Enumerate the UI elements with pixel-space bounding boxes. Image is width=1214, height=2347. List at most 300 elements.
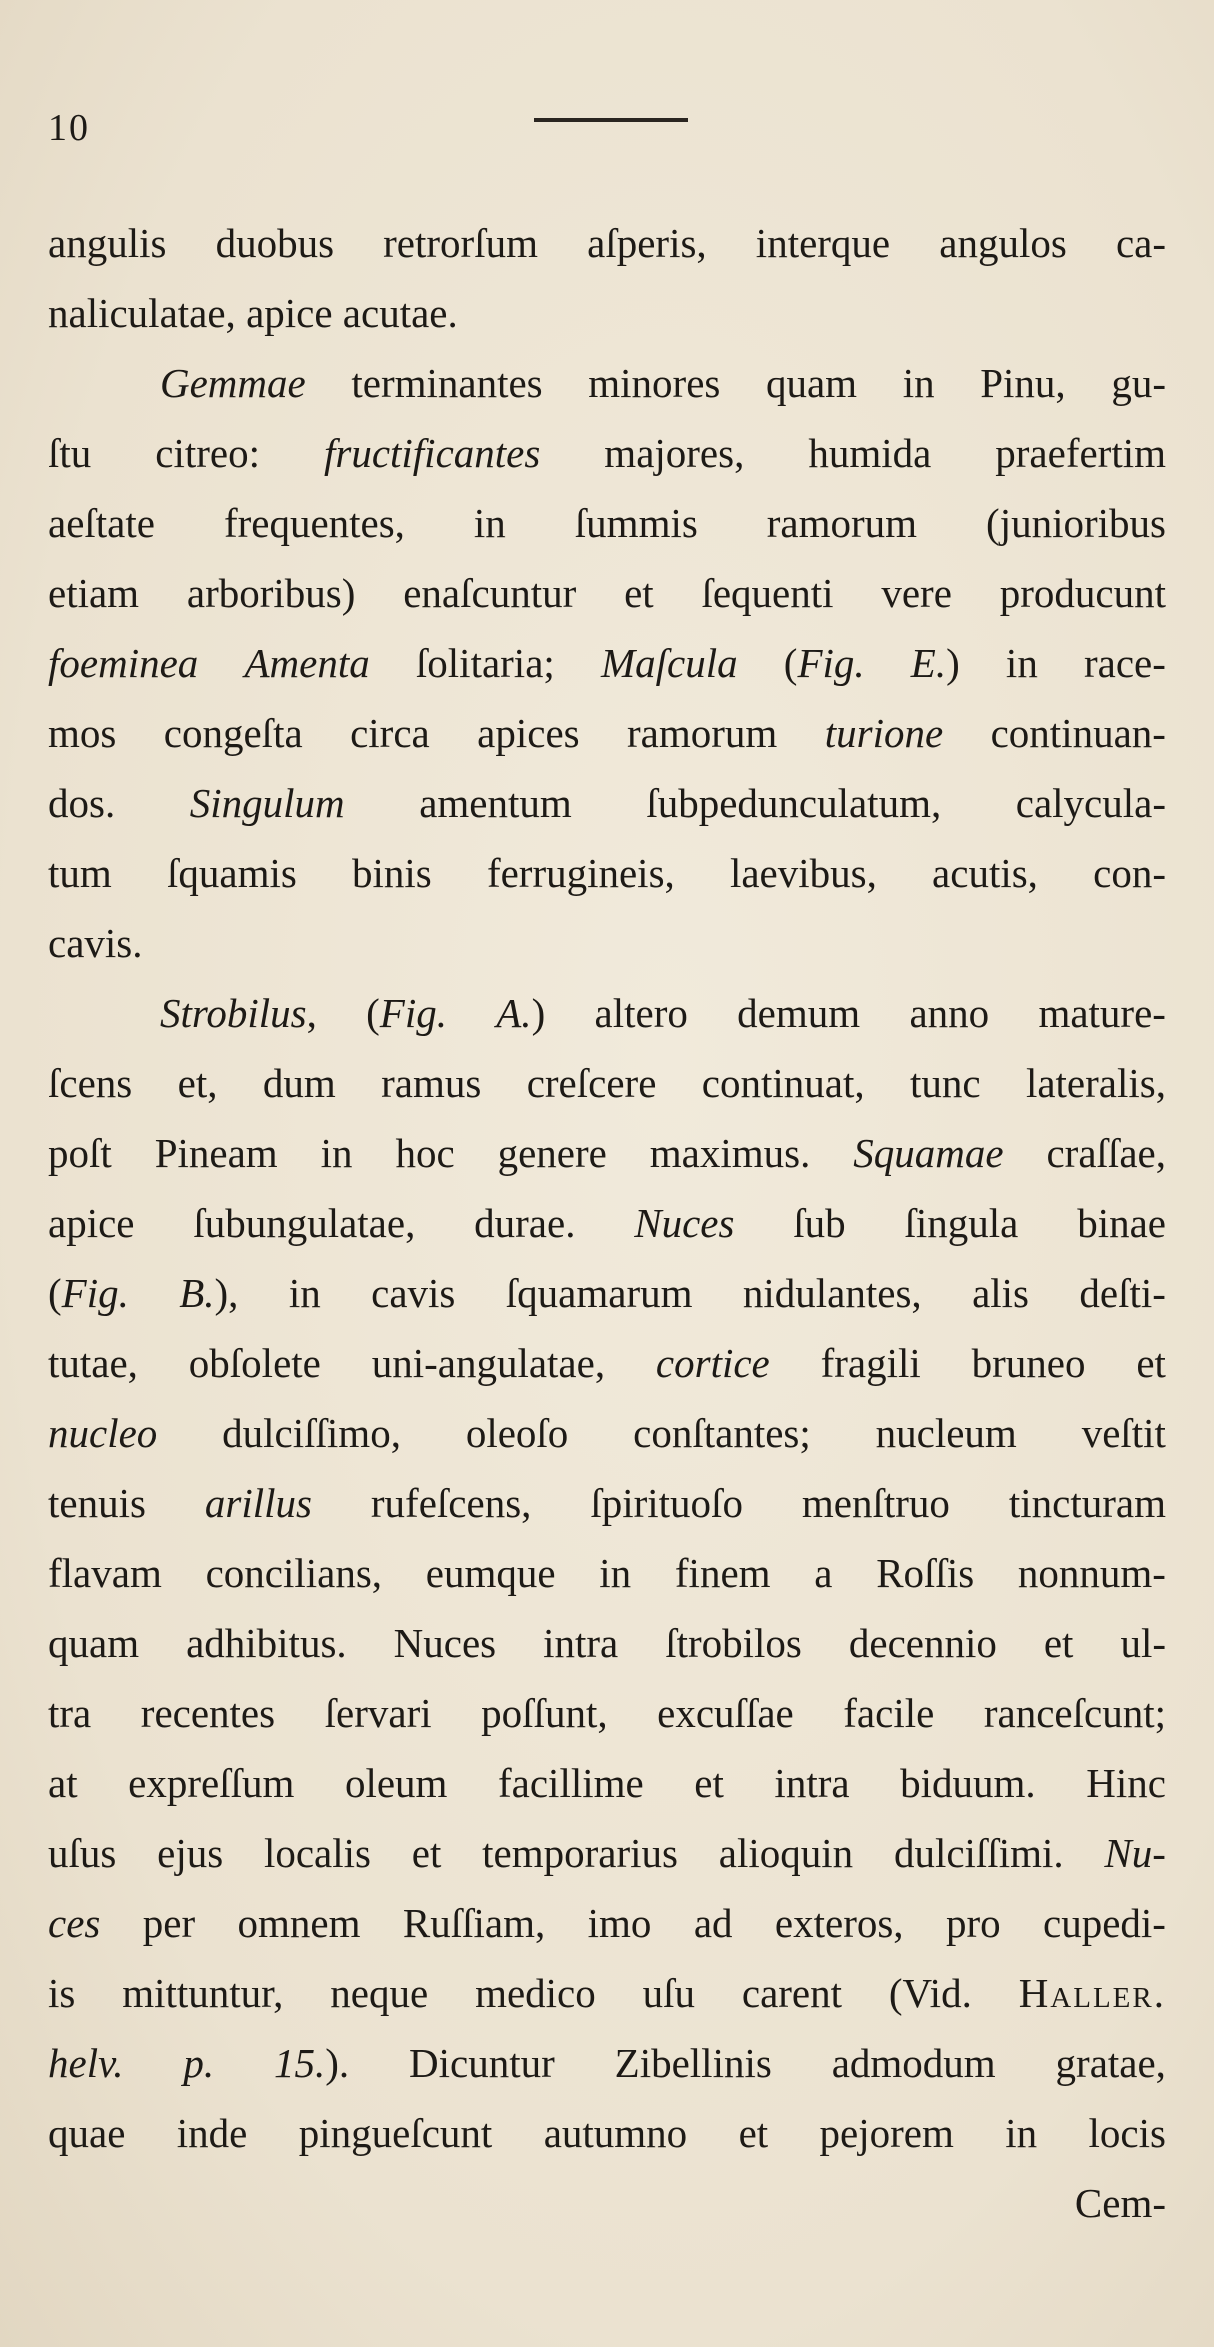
word [371,1258,455,1328]
text-fragment: pro [945,1900,1001,1946]
word [48,1888,100,1958]
text-fragment: hoc [395,1130,455,1176]
text-fragment: obſolete [188,1340,321,1386]
small-caps-text: Haller. [1018,1970,1166,2016]
text-fragment: circa [350,710,430,756]
text-line [48,278,1166,348]
text-fragment: gratae, [1055,2040,1166,2086]
word [657,1678,794,1748]
word [48,1398,157,1468]
italic-text: p. [183,2040,215,2086]
word [164,698,303,768]
text-fragment: medico [475,1970,596,2016]
word [263,1048,336,1118]
word [737,978,860,1048]
text-fragment: deſti- [1079,1270,1166,1316]
word [766,348,857,418]
word [784,628,865,698]
word [939,208,1067,278]
italic-text: Gemmae [160,360,306,406]
text-fragment: conſtantes; [633,1410,811,1456]
word [48,1118,112,1188]
text-fragment: concilians, [205,1550,383,1596]
word [821,1328,921,1398]
text-fragment: genere [497,1130,607,1176]
word [701,558,833,628]
word [177,2098,248,2168]
text-fragment: ſequenti [701,570,834,616]
text-fragment: ſubungulatae, [193,1200,416,1246]
word [624,558,654,628]
text-fragment: acutis, [932,850,1038,896]
word [1104,1818,1166,1888]
italic-text: Nu- [1104,1830,1166,1876]
word [802,1468,950,1538]
word [475,1958,596,2028]
text-fragment: (junioribus [986,500,1166,546]
text-fragment: temporarius [482,1830,678,1876]
word [1018,1538,1166,1608]
word [403,1888,545,1958]
text-fragment: at [48,1760,78,1806]
word [1079,1258,1166,1328]
word [187,558,356,628]
word [179,1258,238,1328]
word [853,1118,1003,1188]
text-fragment: Zibellinis [614,2040,772,2086]
text-fragment: is [48,1970,76,2016]
text-fragment: continuat, [701,1060,865,1106]
word [1086,1748,1166,1818]
text-fragment: aeſtate [48,500,155,546]
word [366,978,447,1048]
word [543,1608,618,1678]
text-fragment: et [738,2110,769,2156]
text-fragment: ranceſcunt; [983,1690,1166,1736]
text-fragment: lateralis, [1025,1060,1166,1106]
word [193,1188,415,1258]
text-fragment: et [694,1760,724,1806]
text-fragment: uſus [48,1830,117,1876]
word [820,2098,954,2168]
word [157,1818,223,1888]
word [394,1608,496,1678]
italic-text: fructificantes [323,430,541,476]
word [48,1958,75,2028]
body-text [48,208,1166,2238]
text-fragment: tunc [909,1060,981,1106]
text-fragment: oleoſo [465,1410,569,1456]
word [1077,1188,1166,1258]
text-line [48,1958,1166,2028]
text-line [48,1748,1166,1818]
text-line [48,978,1166,1048]
word [482,1818,678,1888]
word [702,1048,865,1118]
text-fragment: in [473,500,506,546]
word [178,1048,218,1118]
text-fragment: apice [48,1200,135,1246]
word [48,2028,124,2098]
word [544,2098,687,2168]
text-fragment: durae. [474,1200,576,1246]
text-fragment: maximus. [649,1130,811,1176]
word [991,698,1166,768]
text-fragment: ) [946,640,960,686]
word [48,628,198,698]
text-fragment: aſperis, [587,220,707,266]
word [719,1818,853,1888]
word [48,838,112,908]
text-fragment: tincturam [1008,1480,1166,1526]
text-fragment: Hinc [1086,1760,1166,1806]
word [1009,1468,1166,1538]
text-fragment: cupedi- [1043,1900,1166,1946]
word [381,1048,481,1118]
text-line [48,1048,1166,1118]
word [694,1748,724,1818]
word [849,1608,997,1678]
word [694,1888,733,1958]
text-line [48,208,1166,278]
text-fragment: mittuntur, [122,1970,284,2016]
word [843,1678,934,1748]
word [351,348,542,418]
text-fragment: ſummis [574,500,698,546]
italic-text: Fig. [797,640,865,686]
text-fragment: ſcens [48,1060,133,1106]
word [160,348,306,418]
text-fragment: congeſta [163,710,303,756]
text-line [48,1188,1166,1258]
word [325,1678,432,1748]
text-fragment: anno [909,990,990,1036]
text-fragment: ( [366,990,380,1036]
text-fragment: quam [765,360,858,406]
text-line [48,488,1166,558]
text-fragment: a [814,1550,833,1596]
header-rule [534,118,688,122]
text-fragment: localis [263,1830,371,1876]
italic-text: cortice [655,1340,770,1386]
text-fragment: tum [48,850,112,896]
word [416,628,555,698]
text-fragment: in [320,1130,353,1176]
text-fragment: et [1136,1340,1166,1386]
text-line [48,1678,1166,1748]
word [48,208,166,278]
word [409,2028,555,2098]
text-fragment: in [599,1550,632,1596]
text-fragment: demum [737,990,861,1036]
word [264,1818,371,1888]
text-fragment: calycula- [1015,780,1166,826]
word [141,1678,275,1748]
word [324,418,540,488]
italic-text: Squamae [853,1130,1004,1176]
text-line [48,628,1166,698]
word [205,1468,312,1538]
word [321,1118,353,1188]
text-fragment: ), [214,1270,239,1316]
text-fragment: amentum [419,780,572,826]
italic-text: arillus [204,1480,312,1526]
word [604,418,744,488]
text-fragment: frequentes, [223,500,405,546]
word [487,838,675,908]
text-fragment: admodum [831,2040,996,2086]
word [995,418,1166,488]
word [1044,1608,1074,1678]
text-fragment: ) [531,990,546,1036]
text-line [48,1818,1166,1888]
text-fragment: ſtrobilos [665,1620,802,1666]
word [627,698,777,768]
word [498,1118,607,1188]
text-fragment: carent [741,1970,843,2016]
italic-text: foeminea [48,640,199,686]
text-fragment: pingueſcunt [298,2110,493,2156]
text-fragment: Roſſis [876,1550,975,1596]
text-fragment: et, [177,1060,218,1106]
word [48,1538,162,1608]
text-fragment: ſub [793,1200,846,1246]
word [48,488,155,558]
text-fragment: ( [48,1270,62,1316]
word [48,1258,129,1328]
text-line [48,908,1166,978]
text-line [48,2098,1166,2168]
word [426,1538,556,1608]
text-fragment: Pinu, [980,360,1066,406]
word [1019,1958,1166,2028]
word [238,1888,361,1958]
text-fragment: (Vid. [888,1970,972,2016]
text-fragment: in [288,1270,321,1316]
italic-text: Amenta [244,640,370,686]
text-fragment: ſubpedunculatum, [646,780,942,826]
word [595,978,688,1048]
text-fragment: ſervari [324,1690,432,1736]
text-fragment: biduum. [900,1760,1036,1806]
word [216,208,334,278]
text-fragment: laevibus, [729,850,877,896]
text-line [48,1608,1166,1678]
text-fragment: autumno [543,2110,688,2156]
word [1026,1048,1166,1118]
text-fragment: dulciſſimi. [893,1830,1064,1876]
word [1075,2168,1166,2238]
text-line [48,1888,1166,1958]
text-fragment: excuſſae [657,1690,794,1736]
word [128,1748,294,1818]
text-fragment: intra [543,1620,619,1666]
word [206,1538,382,1608]
text-fragment: Cem- [1074,2180,1166,2226]
text-fragment: tutae, [48,1340,138,1386]
text-fragment: ſolitaria; [415,640,555,686]
text-line [48,1258,1166,1328]
text-fragment: tra [48,1690,92,1736]
text-fragment: in [902,360,935,406]
word [474,488,506,558]
word [601,628,738,698]
text-fragment: altero [594,990,688,1036]
text-line [48,1398,1166,1468]
word [1136,1328,1166,1398]
text-fragment: Dicuntur [409,2040,555,2086]
word [743,1258,922,1328]
word [1093,838,1166,908]
text-fragment: minores [588,360,721,406]
italic-text: 15. [274,2040,326,2086]
word [675,1538,771,1608]
word [903,348,935,418]
italic-text: Nuces [634,1200,735,1246]
word [345,1748,447,1818]
word [1056,2028,1166,2098]
text-fragment: ſquamarum [505,1270,693,1316]
text-fragment: ſingula [904,1200,1019,1246]
word [650,1118,811,1188]
word [665,1608,802,1678]
text-fragment: ramus [381,1060,482,1106]
word [506,1258,693,1328]
italic-text: Singulum [189,780,345,826]
word [1043,1888,1166,1958]
word [474,1188,575,1258]
word [646,768,941,838]
text-fragment: quae [48,2110,126,2156]
text-fragment: alis [972,1270,1029,1316]
word [634,1188,734,1258]
text-fragment: recentes [140,1690,276,1736]
text-line [48,348,1166,418]
word [876,1398,1017,1468]
word [730,838,877,908]
text-fragment: exteros, [774,1900,904,1946]
word [756,208,890,278]
text-fragment: rufeſcens, [370,1480,532,1526]
text-fragment: craſſae, [1046,1130,1166,1176]
word [814,1538,832,1608]
text-fragment: veſtit [1081,1410,1166,1456]
text-fragment: nidulantes, [742,1270,922,1316]
word [599,1538,631,1608]
italic-text: B. [179,1270,215,1316]
text-fragment: interque [755,220,891,266]
word [48,1188,134,1258]
word [48,1818,116,1888]
word [656,1328,770,1398]
text-line [48,838,1166,908]
word [466,1398,568,1468]
word [775,1888,904,1958]
text-fragment: praefertim [995,430,1166,476]
text-fragment: gu- [1111,360,1166,406]
text-fragment: expreſſum [128,1760,295,1806]
text-fragment: duobus [215,220,335,266]
word [343,278,458,348]
text-fragment: fragili [820,1340,921,1386]
text-fragment: angulis [48,220,167,266]
word [186,1608,347,1678]
text-fragment: poſſunt, [481,1690,608,1736]
word [48,558,139,628]
word [419,768,572,838]
word [167,838,297,908]
word [808,418,931,488]
page-number: 10 [48,107,90,149]
word [825,698,943,768]
word [372,1328,605,1398]
text-fragment: ſpirituoſo [590,1480,743,1526]
text-fragment: , [306,990,317,1036]
word [946,1888,1001,1958]
italic-text: Maſcula [600,640,738,686]
word [48,1678,91,1748]
word [881,558,952,628]
text-line [48,2168,1166,2238]
word [244,628,369,698]
word [48,1328,138,1398]
word [739,2098,769,2168]
text-fragment: imo [587,1900,652,1946]
word [932,838,1038,908]
text-fragment: arboribus) [186,570,356,616]
word [48,768,115,838]
text-fragment: cavis. [48,920,143,966]
text-fragment: menſtruo [801,1480,950,1526]
word [274,2028,349,2098]
word [48,278,246,348]
word [643,1958,695,2028]
italic-text: nucleo [48,1410,158,1456]
text-line [48,1118,1166,1188]
text-fragment: etiam [48,570,140,616]
text-fragment: oleum [344,1760,448,1806]
text-fragment: producunt [999,570,1166,616]
word [587,208,707,278]
word [986,488,1166,558]
word [527,1048,657,1118]
word [155,1118,278,1188]
word [48,1468,146,1538]
word [832,2028,996,2098]
word [984,1678,1166,1748]
text-fragment: race- [1084,640,1166,686]
word [894,1818,1064,1888]
italic-text: Fig. [61,1270,129,1316]
word [412,1818,442,1888]
text-fragment: intra [774,1760,850,1806]
text-fragment: eumque [425,1550,556,1596]
text-fragment: vere [881,570,952,616]
word [48,908,143,978]
word [190,768,345,838]
word [1038,978,1165,1048]
text-fragment: et [1043,1620,1074,1666]
text-fragment: uni-angulatae, [371,1340,606,1386]
text-line [48,768,1166,838]
word [189,1328,321,1398]
text-fragment: facile [843,1690,935,1736]
word [793,1188,845,1258]
text-fragment: enaſcuntur [403,570,577,616]
text-fragment: Ruſſiam, [402,1900,546,1946]
text-fragment: nonnum- [1017,1550,1166,1596]
text-fragment: per [142,1900,196,1946]
